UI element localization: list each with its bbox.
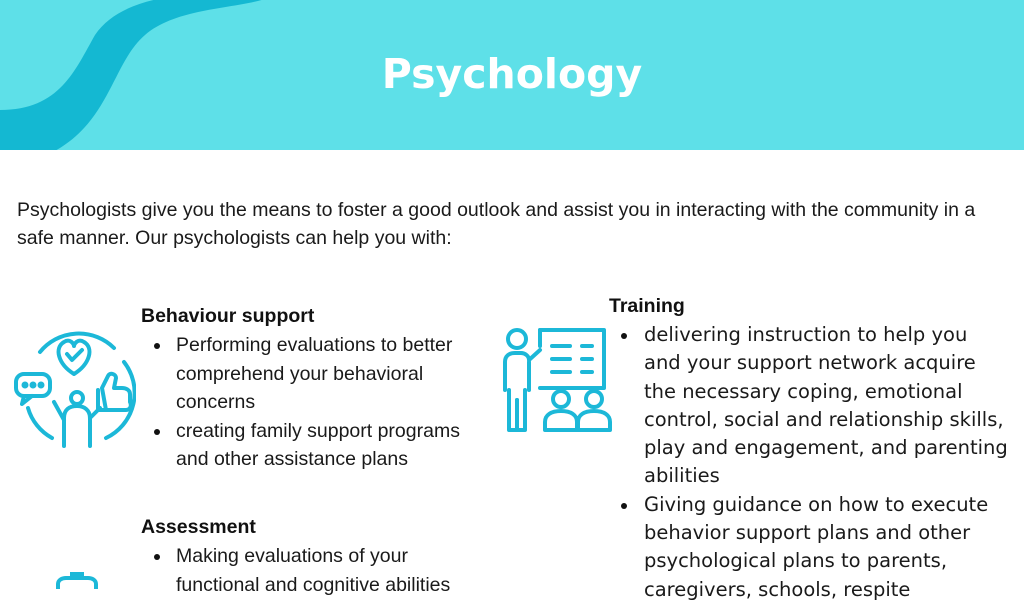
- list-item: Giving guidance on how to execute behavior support plans and other psychological plans to parents, caregivers, schools, respite: [608, 491, 1008, 604]
- assessment-title: Assessment: [141, 516, 256, 538]
- assessment-list: [141, 542, 496, 599]
- list-item: creating family support programs and other assistance plans: [141, 417, 496, 474]
- assessment-icon: [28, 570, 138, 589]
- heart-support-icon: [14, 330, 136, 450]
- page-title: Psychology: [381, 50, 643, 98]
- training-presentation-icon: [500, 326, 614, 434]
- behaviour-support-list: [141, 331, 496, 474]
- list-item: Making evaluations of your functional and cognitive abilities: [141, 542, 496, 599]
- intro-paragraph: Psychologists give you the means to foster a good outlook and assist you in interacting with the community in a safe manner. Our psychologists can help you with:: [17, 199, 976, 249]
- training-list: [608, 321, 1008, 604]
- behaviour-support-title: Behaviour support: [141, 305, 315, 327]
- list-item: delivering instruction to help you and your support network acquire the necessary coping, emotional control, social and relationship skills, play and engagement, and parenting abilities: [608, 321, 1008, 491]
- training-title: Training: [609, 295, 685, 317]
- header-banner: [0, 0, 1024, 150]
- list-item: Performing evaluations to better comprehend your behavioral concerns: [141, 331, 496, 417]
